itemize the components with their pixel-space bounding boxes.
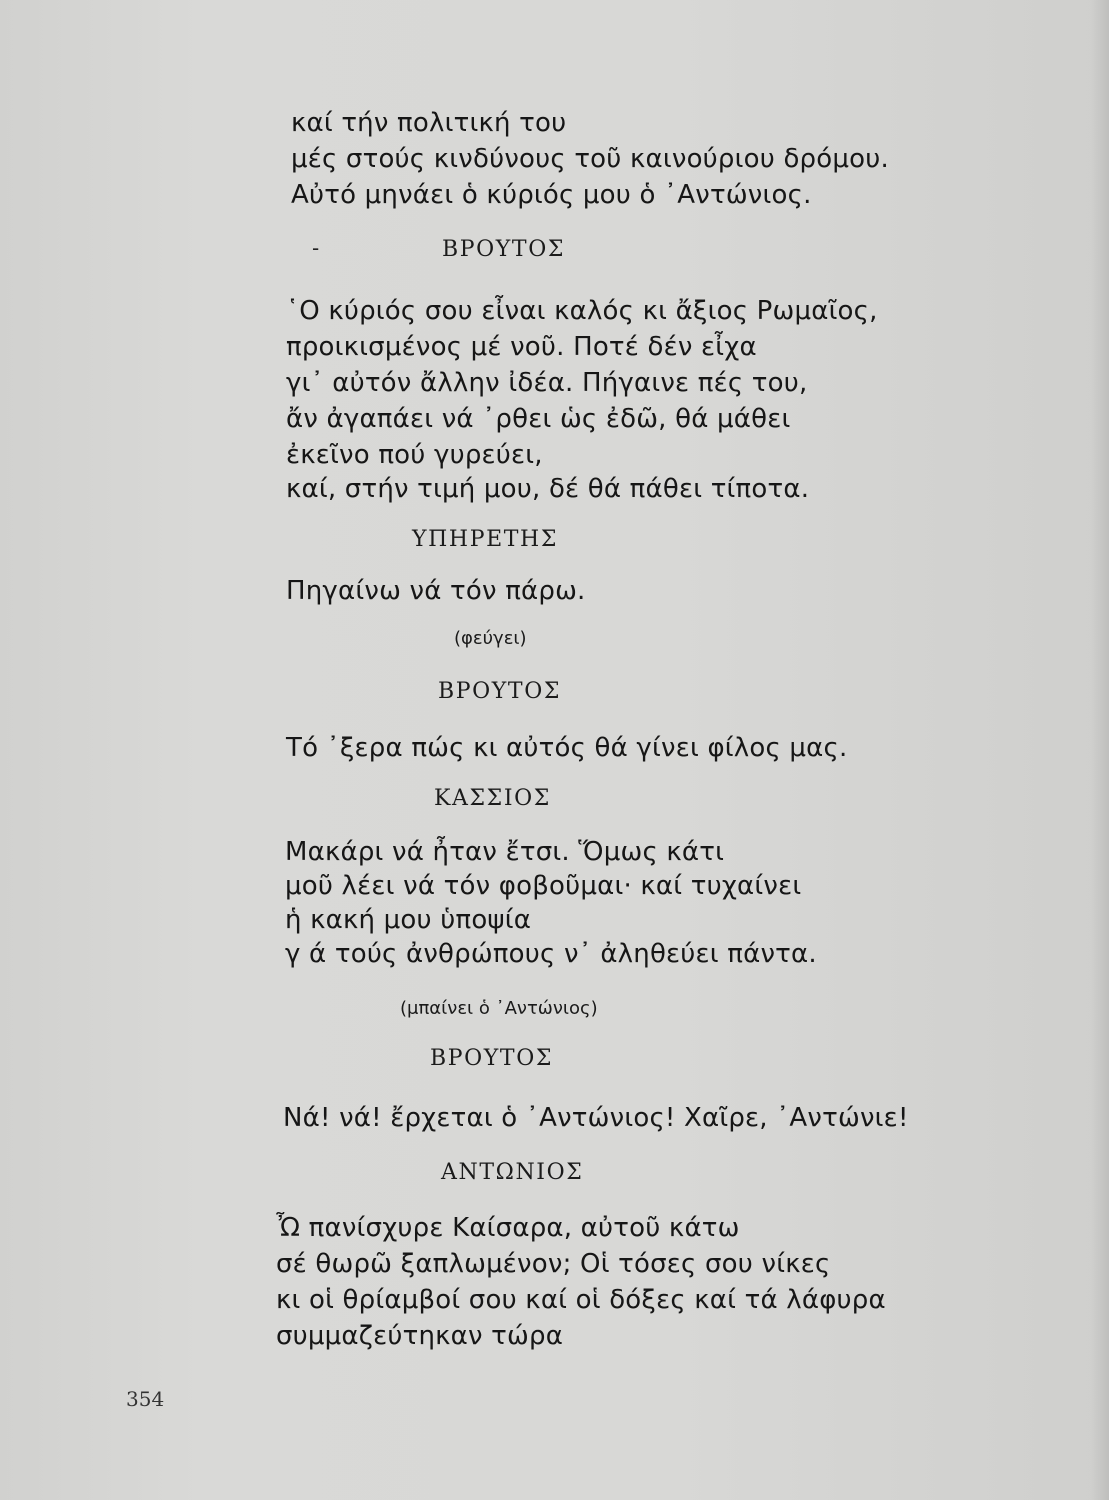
verse-line: καί τήν πολιτική του <box>291 108 567 138</box>
verse-line: Νά! νά! ἔρχεται ὁ ᾿Αντώνιος! Χαῖρε, ᾿Αντώνιε! <box>283 1103 909 1133</box>
verse-line: Μακάρι νά ἦταν ἔτσι. Ὅμως κάτι <box>285 837 725 867</box>
verse-line: μές στούς κινδύνους τοῦ καινούριου δρόμου. <box>291 144 889 174</box>
verse-line: Πηγαίνω νά τόν πάρω. <box>286 576 586 606</box>
verse-line: Ὦ πανίσχυρε Καίσαρα, αὐτοῦ κάτω <box>276 1213 740 1243</box>
verse-line: συμμαζεύτηκαν τώρα <box>276 1321 564 1351</box>
verse-line: σέ θωρῶ ξαπλωμένον; Οἱ τόσες σου νίκες <box>276 1249 831 1279</box>
page-number: 354 <box>126 1387 165 1411</box>
verse-line: μοῦ λέει νά τόν φοβοῦμαι· καί τυχαίνει <box>285 871 802 901</box>
stage-direction: (φεύγει) <box>454 628 527 649</box>
speaker-name: ΑΝΤΩΝΙΟΣ <box>441 1160 584 1185</box>
verse-line: ἄν ἀγαπάει νά ᾿ρθει ὡς ἐδῶ, θά μάθει <box>286 404 791 434</box>
verse-line: γ ά τούς ἀνθρώπους ν᾿ ἀληθεύει πάντα. <box>285 939 817 969</box>
verse-line: ἐκεῖνο πού γυρεύει, <box>286 440 543 470</box>
page-edge-shadow <box>1091 0 1109 1500</box>
stage-direction: (μπαίνει ὁ ᾿Αντώνιος) <box>400 998 598 1019</box>
verse-line: ἡ κακή μου ὑποψία <box>285 905 532 935</box>
speaker-name: ΒΡΟΥΤΟΣ <box>442 237 565 262</box>
stray-dash-mark: - <box>312 236 320 260</box>
speaker-name: ΒΡΟΥΤΟΣ <box>430 1046 553 1071</box>
verse-line: Αὐτό μηνάει ὁ κύριός μου ὁ ᾿Αντώνιος. <box>291 180 812 210</box>
verse-line: Τό ᾿ξερα πώς κι αὐτός θά γίνει φίλος μας. <box>286 733 848 763</box>
verse-line: ῾Ο κύριός σου εἶναι καλός κι ἄξιος Ρωμαῖος, <box>286 296 878 326</box>
speaker-name: ΥΠΗΡΕΤΗΣ <box>412 527 558 552</box>
verse-line: κι οἱ θρίαμβοί σου καί οἱ δόξες καί τά λάφυρα <box>276 1285 886 1315</box>
verse-line: γι᾿ αὐτόν ἄλλην ἰδέα. Πήγαινε πές του, <box>286 368 808 398</box>
speaker-name: ΒΡΟΥΤΟΣ <box>438 679 561 704</box>
speaker-name: ΚΑΣΣΙΟΣ <box>434 786 551 811</box>
verse-line: καί, στήν τιμή μου, δέ θά πάθει τίποτα. <box>286 474 810 504</box>
verse-line: προικισμένος μέ νοῦ. Ποτέ δέν εἶχα <box>286 332 757 362</box>
